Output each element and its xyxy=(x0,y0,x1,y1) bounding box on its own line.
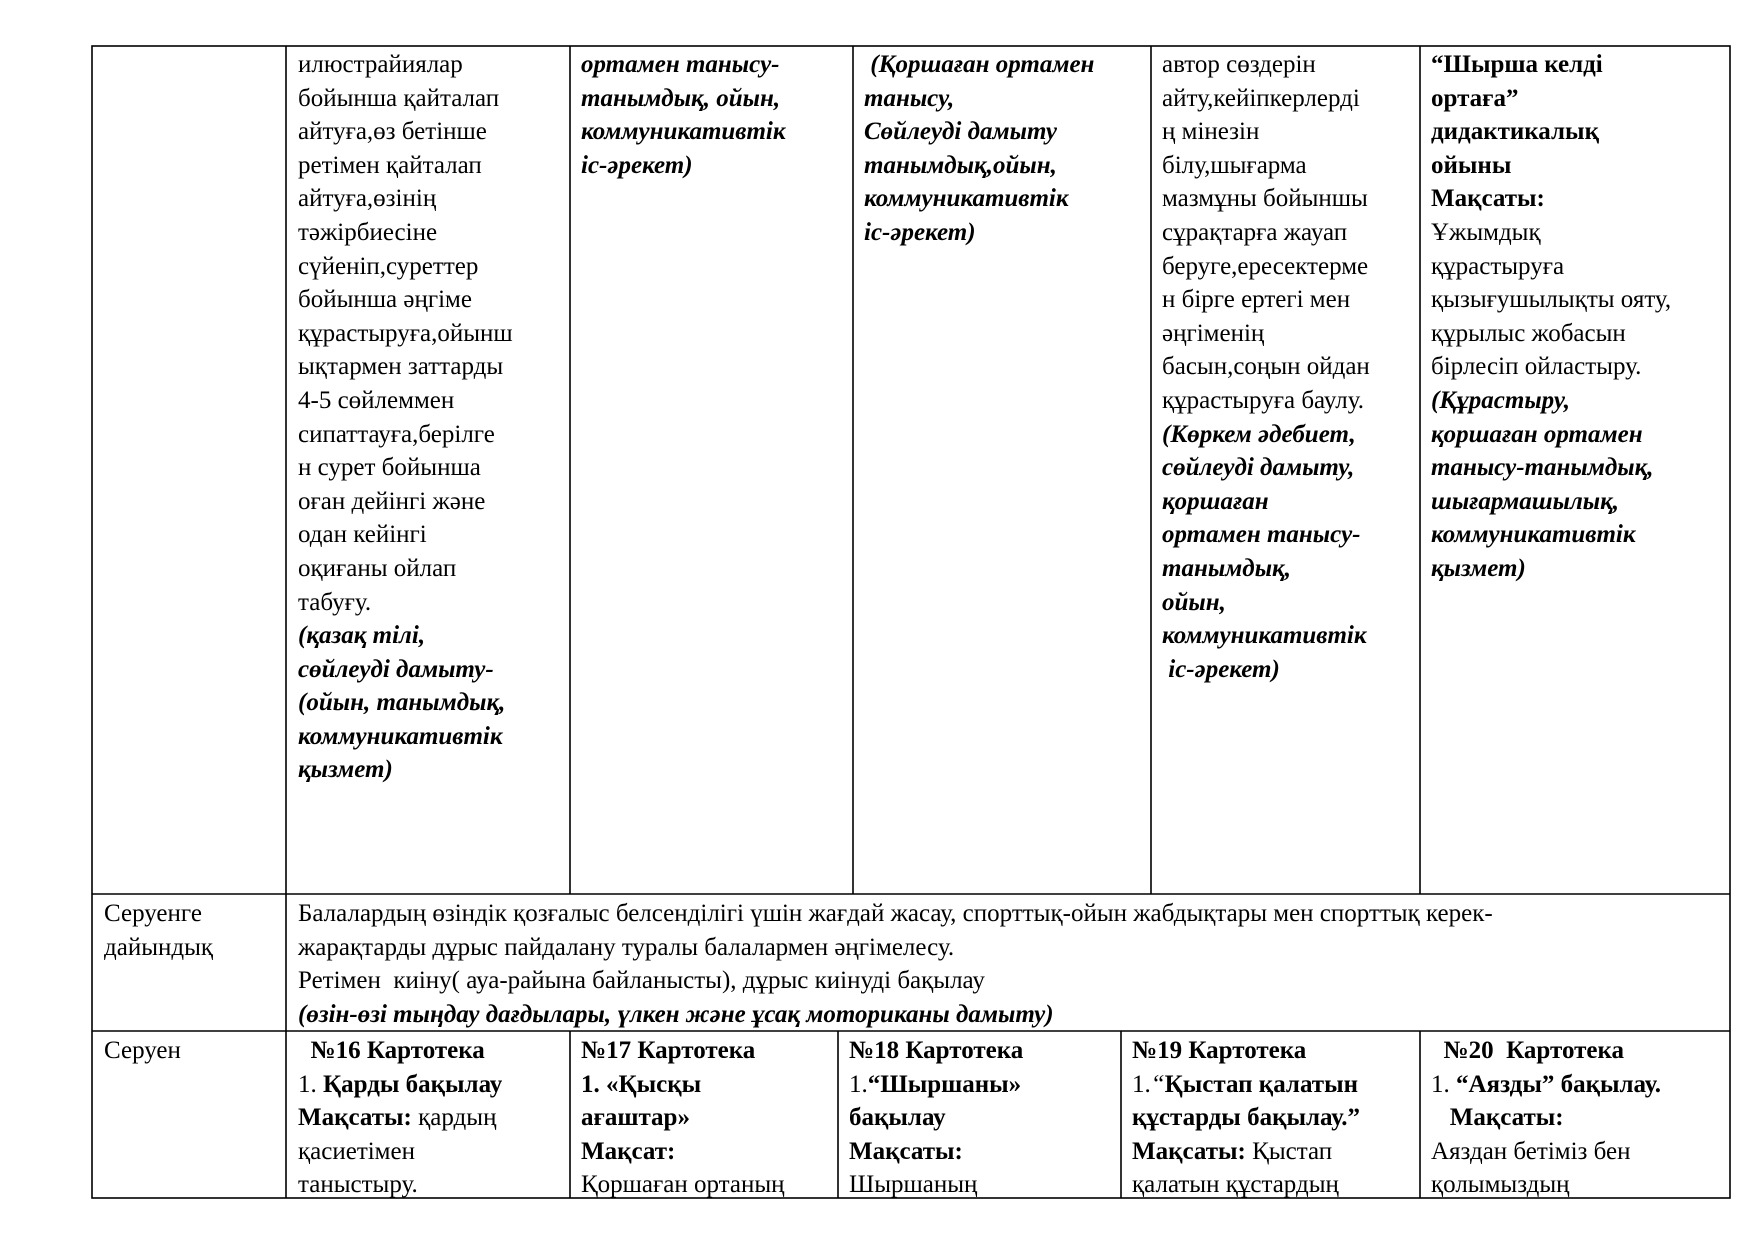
text-line: құрастыруға баулу. xyxy=(1162,386,1365,414)
text-run: Мақсат: xyxy=(581,1137,676,1165)
text-line: танымдық, ойын, xyxy=(581,84,781,112)
text-run: таныстыру. xyxy=(298,1171,418,1199)
text-line: н бірге ертегі мен xyxy=(1162,286,1351,314)
text-line: “Шырша келді xyxy=(1431,51,1603,78)
text-line xyxy=(849,1101,1111,1135)
text-line: автор сөздерін xyxy=(1162,51,1316,78)
row3-col5-cell xyxy=(1122,1034,1420,1202)
row3-label: Серуен xyxy=(104,1037,181,1064)
text-line: басын,соңын ойдан xyxy=(1162,353,1370,381)
text-run: Аяздан бетіміз бен xyxy=(1431,1137,1631,1165)
text-line: әңгіменің xyxy=(1162,319,1265,347)
row3-col2-cell xyxy=(288,1034,570,1202)
text-run: қасиетімен xyxy=(298,1137,415,1165)
text-line: іс-әрекет) xyxy=(581,151,693,179)
text-run: Мақсаты: xyxy=(849,1137,963,1165)
text-line: (өзін-өзі тыңдау дағдылары, үлкен және ұсақ моториканы дамыту) xyxy=(298,1000,1054,1028)
text-line: ортамен танысу- xyxy=(581,51,780,78)
text-line: (қазақ тілі, xyxy=(298,622,426,650)
text-line: мазмұны бойыншы xyxy=(1162,185,1368,213)
text-line: сипаттауға,берілге xyxy=(298,420,495,448)
text-line: құрылыс жобасын xyxy=(1431,319,1626,347)
text-line xyxy=(298,1068,560,1102)
text-line: илюстрайиялар xyxy=(298,51,463,78)
text-run: Мақсаты: xyxy=(1132,1137,1246,1165)
text-run: 1. xyxy=(1431,1070,1456,1098)
text-line: бірлесіп ойластыру. xyxy=(1431,353,1642,381)
text-line: танысу, xyxy=(864,84,955,112)
text-line: сөйлеуді дамыту, xyxy=(1162,454,1355,482)
text-line xyxy=(581,1168,828,1202)
text-line xyxy=(298,1101,560,1135)
text-line: Сөйлеуді дамыту xyxy=(864,118,1057,146)
text-run: қалатын құстардың xyxy=(1132,1171,1339,1199)
text-line xyxy=(1431,1101,1720,1135)
text-line: (Көркем әдебиет, xyxy=(1162,420,1356,448)
row2-label-line2: дайындық xyxy=(104,933,214,961)
text-line: коммуникативтік xyxy=(864,185,1069,213)
text-line: бойынша қайталап xyxy=(298,84,500,112)
text-line: сөйлеуді дамыту- xyxy=(298,655,494,683)
row1-col2-cell xyxy=(288,48,570,787)
text-line: ретімен қайталап xyxy=(298,151,482,179)
text-run: 1. xyxy=(849,1070,868,1098)
text-line: тәжірбиесіне xyxy=(298,218,438,246)
text-run: ағаштар» xyxy=(581,1104,690,1132)
text-line: (Қоршаған ортамен xyxy=(864,51,1095,78)
text-line xyxy=(849,1168,1111,1202)
text-line: (Құрастыру, xyxy=(1431,386,1570,414)
text-line: танысу-танымдық, xyxy=(1431,454,1654,482)
text-line xyxy=(298,1135,560,1169)
text-line: қызығушылықты ояту, xyxy=(1431,286,1672,314)
text-line xyxy=(1431,1135,1720,1169)
text-line: ортаға” xyxy=(1431,84,1519,112)
text-line: одан кейінгі xyxy=(298,521,427,549)
text-line: шығармашылық, xyxy=(1431,487,1620,515)
text-line: құрастыруға,ойынш xyxy=(298,319,513,347)
text-run: Қыстап xyxy=(1245,1137,1333,1165)
text-line: 4-5 сөйлеммен xyxy=(298,386,455,414)
text-line: (ойын, танымдық, xyxy=(298,689,506,717)
text-line: Мақсаты: xyxy=(1431,185,1545,213)
text-line xyxy=(581,1068,828,1102)
text-run: 1. «Қысқы xyxy=(581,1070,702,1098)
text-run: №19 Картотека xyxy=(1132,1037,1307,1064)
text-run: Мақсаты: xyxy=(298,1104,412,1132)
text-line: Ретімен киіну( ауа-райына байланысты), дұрыс киінуді бақылау xyxy=(298,967,985,995)
text-line: Ұжымдық xyxy=(1431,218,1541,246)
text-line: бойынша әңгіме xyxy=(298,286,472,314)
text-line: жарақтарды дұрыс пайдалану туралы балалармен әңгімелесу. xyxy=(298,933,955,961)
text-line xyxy=(1431,1034,1720,1068)
text-run: 1. xyxy=(1132,1070,1151,1098)
text-line: оған дейінгі және xyxy=(298,487,486,515)
text-line: қызмет) xyxy=(1431,554,1526,582)
row3-col4-cell xyxy=(839,1034,1121,1202)
text-line xyxy=(298,1168,560,1202)
text-line: коммуникативтік xyxy=(298,722,503,750)
text-line: н сурет бойынша xyxy=(298,454,481,482)
row3-label-cell xyxy=(94,1034,286,1068)
row1-col3-cell xyxy=(571,48,853,182)
row3-col3-cell xyxy=(571,1034,838,1202)
text-line xyxy=(1132,1168,1410,1202)
text-line xyxy=(581,1135,828,1169)
text-line: табуғу. xyxy=(298,588,372,616)
text-run: №18 Картотека xyxy=(849,1037,1024,1064)
text-run: Қоршаған ортаның xyxy=(581,1171,785,1199)
text-line: коммуникативтік xyxy=(1431,521,1636,549)
row2-label-cell xyxy=(94,897,286,964)
text-line xyxy=(849,1135,1111,1169)
text-line xyxy=(298,1034,560,1068)
text-line: коммуникативтік xyxy=(581,118,786,146)
text-line: беруге,ересектерме xyxy=(1162,252,1369,280)
text-line xyxy=(581,1034,828,1068)
text-run: бақылау xyxy=(849,1104,946,1132)
row2-label-line1: Серуенге xyxy=(104,900,202,927)
text-run: қолымыздың xyxy=(1431,1171,1570,1199)
text-line: іс-әрекет) xyxy=(864,218,976,246)
text-line: оқиғаны ойлап xyxy=(298,554,457,582)
text-run: “Аязды” бақылау. xyxy=(1456,1070,1662,1098)
text-line xyxy=(581,1101,828,1135)
text-run: Қыстап қалатын xyxy=(1164,1070,1359,1098)
text-line: Балалардың өзіндік қозғалыс белсенділігі үшін жағдай жасау, спорттық-ойын жабдықтары мен спорттық керек- xyxy=(298,900,1493,927)
text-line xyxy=(849,1068,1111,1102)
text-line: іс-әрекет) xyxy=(1162,655,1280,683)
text-line: ортамен танысу- xyxy=(1162,521,1361,549)
text-line: танымдық,ойын, xyxy=(864,151,1057,179)
text-line xyxy=(849,1034,1111,1068)
text-line xyxy=(1132,1135,1410,1169)
text-line: қоршаған ортамен xyxy=(1431,420,1643,448)
text-run: №16 Картотека xyxy=(298,1037,485,1064)
text-line: айтуға,өз бетінше xyxy=(298,118,487,146)
row1-col5-cell xyxy=(1152,48,1420,686)
text-line: айту,кейіпкерлерді xyxy=(1162,84,1360,112)
text-run: Мақсаты: xyxy=(1431,1104,1564,1132)
text-line: айтуға,өзінің xyxy=(298,185,437,213)
text-run: №20 Картотека xyxy=(1431,1037,1625,1064)
text-run: “ xyxy=(1150,1070,1165,1098)
text-line xyxy=(1431,1068,1720,1102)
text-line: ң мінезін xyxy=(1162,118,1260,146)
text-run: 1. xyxy=(298,1070,323,1098)
row1-col4-cell xyxy=(854,48,1151,250)
text-line: сұрақтарға жауап xyxy=(1162,218,1348,246)
text-line: танымдық, xyxy=(1162,554,1291,582)
text-line: ықтармен заттарды xyxy=(298,353,504,381)
text-line: қоршаған xyxy=(1162,487,1269,515)
text-line xyxy=(1132,1034,1410,1068)
row2-content-cell xyxy=(288,897,1730,1031)
text-line: қызмет) xyxy=(298,756,393,784)
text-run: құстарды бақылау.” xyxy=(1132,1104,1361,1132)
row3-col6-cell xyxy=(1421,1034,1730,1202)
text-line: сүйеніп,суреттер xyxy=(298,252,479,280)
text-line: дидактикалық xyxy=(1431,118,1599,146)
text-line: ойын, xyxy=(1162,588,1226,616)
text-line: құрастыруға xyxy=(1431,252,1565,280)
text-line xyxy=(1132,1068,1410,1102)
text-line: ойыны xyxy=(1431,151,1512,179)
text-line xyxy=(1132,1101,1410,1135)
text-run: №17 Картотека xyxy=(581,1037,756,1064)
text-run: Шыршаның xyxy=(849,1171,978,1199)
text-line: коммуникативтік xyxy=(1162,622,1367,650)
text-run: қардың xyxy=(411,1104,497,1132)
text-run: Қарды бақылау xyxy=(323,1070,503,1098)
row1-col6-cell xyxy=(1421,48,1730,586)
text-line xyxy=(1431,1168,1720,1202)
text-line: білу,шығарма xyxy=(1162,151,1307,179)
text-run: “Шыршаны» xyxy=(867,1070,1022,1098)
